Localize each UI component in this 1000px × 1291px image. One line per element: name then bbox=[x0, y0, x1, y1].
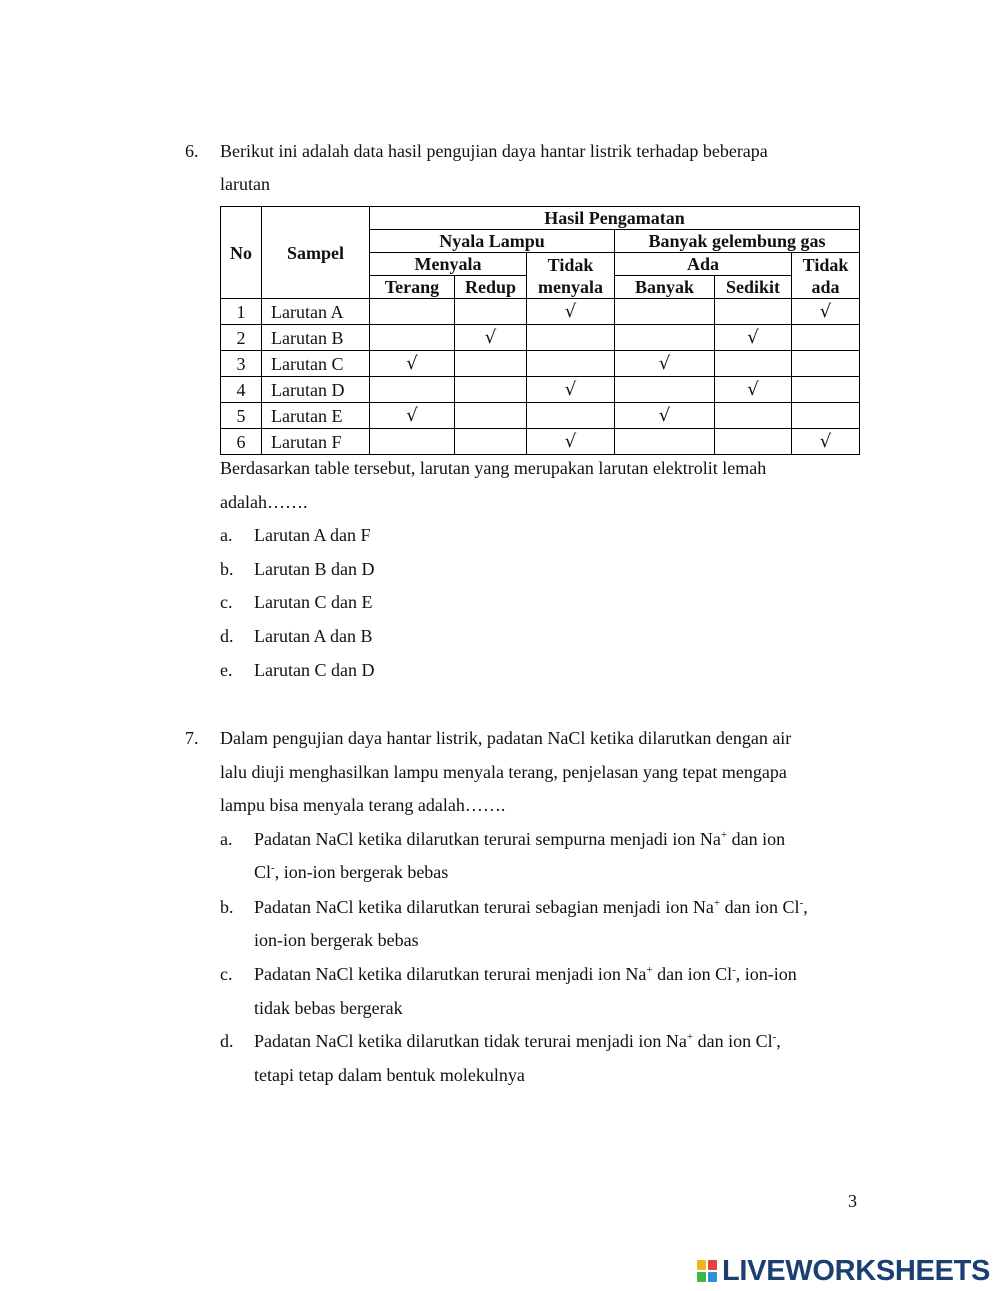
superscript-minus: - bbox=[732, 964, 736, 976]
option-7a-text-part: dan ion bbox=[727, 829, 786, 849]
empty-cell bbox=[715, 299, 792, 325]
row-number: 1 bbox=[221, 299, 262, 325]
empty-cell bbox=[370, 377, 455, 403]
row-sample: Larutan F bbox=[262, 429, 370, 455]
option-7c-text-part: , ion-ion bbox=[735, 964, 797, 984]
header-no: No bbox=[221, 207, 262, 299]
empty-cell bbox=[455, 351, 527, 377]
option-7b-letter: b. bbox=[220, 897, 234, 917]
row-sample: Larutan B bbox=[262, 325, 370, 351]
option-7d-text[interactable] bbox=[254, 1030, 781, 1052]
question-7-text-line-2: lalu diuji menghasilkan lampu menyala terang, penjelasan yang tepat mengapa bbox=[220, 762, 787, 782]
superscript-plus: + bbox=[646, 964, 653, 976]
empty-cell bbox=[615, 299, 715, 325]
option-7b-text-part: dan ion Cl bbox=[720, 897, 800, 917]
option-7a-text-part: Padatan NaCl ketika dilarutkan terurai sempurna menjadi ion Na bbox=[254, 829, 721, 849]
empty-cell bbox=[715, 351, 792, 377]
check-mark-cell: √ bbox=[715, 325, 792, 351]
header-menyala: Menyala bbox=[370, 253, 527, 276]
empty-cell bbox=[792, 403, 860, 429]
table-row bbox=[221, 377, 860, 403]
header-tidak-ada-line-1: Tidak bbox=[802, 254, 849, 275]
row-number: 5 bbox=[221, 403, 262, 429]
row-sample: Larutan A bbox=[262, 299, 370, 325]
empty-cell bbox=[527, 403, 615, 429]
check-mark-cell: √ bbox=[715, 377, 792, 403]
header-tidak-ada-line-2: ada bbox=[811, 276, 840, 297]
check-mark-cell: √ bbox=[792, 429, 860, 455]
option-6a-text[interactable]: Larutan A dan F bbox=[254, 525, 371, 545]
question-6-after-line-1: Berdasarkan table tersebut, larutan yang merupakan larutan elektrolit lemah bbox=[220, 458, 767, 478]
superscript-minus: - bbox=[799, 897, 804, 909]
header-banyak: Banyak bbox=[615, 276, 715, 299]
empty-cell bbox=[370, 325, 455, 351]
question-6-text-line-2: larutan bbox=[220, 174, 270, 194]
observation-table bbox=[220, 206, 860, 455]
liveworksheets-logo-icon bbox=[697, 1259, 719, 1283]
option-6b-letter: b. bbox=[220, 559, 234, 579]
check-mark-cell: √ bbox=[455, 325, 527, 351]
table-row bbox=[221, 429, 860, 455]
option-7c-text-part: dan ion Cl bbox=[652, 964, 733, 984]
check-mark-cell: √ bbox=[615, 403, 715, 429]
header-redup: Redup bbox=[455, 276, 527, 299]
table-body bbox=[221, 299, 860, 455]
table-row bbox=[221, 299, 860, 325]
option-7d-letter: d. bbox=[220, 1031, 234, 1051]
empty-cell bbox=[455, 403, 527, 429]
question-7-text-line-1: Dalam pengujian daya hantar listrik, padatan NaCl ketika dilarutkan dengan air bbox=[220, 728, 792, 748]
option-6c-text[interactable]: Larutan C dan E bbox=[254, 592, 373, 612]
superscript-minus: - bbox=[772, 1031, 777, 1043]
option-7d-text-part: Padatan NaCl ketika dilarutkan tidak terurai menjadi ion Na bbox=[254, 1031, 687, 1051]
row-sample: Larutan D bbox=[262, 377, 370, 403]
option-6c-letter: c. bbox=[220, 592, 233, 612]
option-6e-text[interactable]: Larutan C dan D bbox=[254, 660, 375, 680]
option-7a-text-part: Cl bbox=[254, 862, 272, 882]
empty-cell bbox=[527, 351, 615, 377]
header-nyala-lampu: Nyala Lampu bbox=[370, 230, 615, 253]
empty-cell bbox=[370, 299, 455, 325]
row-sample: Larutan E bbox=[262, 403, 370, 429]
option-7a-letter: a. bbox=[220, 829, 233, 849]
header-sampel: Sampel bbox=[262, 207, 370, 299]
superscript-minus: - bbox=[271, 862, 275, 874]
empty-cell bbox=[455, 429, 527, 455]
header-tidak-menyala-line-2: menyala bbox=[538, 276, 603, 297]
empty-cell bbox=[615, 429, 715, 455]
option-7b-text-part: , bbox=[803, 897, 808, 917]
option-7c-letter: c. bbox=[220, 964, 233, 984]
empty-cell bbox=[792, 377, 860, 403]
empty-cell bbox=[527, 325, 615, 351]
check-mark-cell: √ bbox=[370, 403, 455, 429]
header-tidak-ada bbox=[792, 253, 860, 299]
header-ada: Ada bbox=[615, 253, 792, 276]
header-hasil-pengamatan: Hasil Pengamatan bbox=[370, 207, 860, 230]
check-mark-cell: √ bbox=[370, 351, 455, 377]
empty-cell bbox=[455, 377, 527, 403]
option-6e-letter: e. bbox=[220, 660, 233, 680]
empty-cell bbox=[792, 325, 860, 351]
question-7-number: 7. bbox=[185, 728, 199, 748]
row-number: 2 bbox=[221, 325, 262, 351]
empty-cell bbox=[715, 403, 792, 429]
superscript-plus: + bbox=[713, 897, 721, 909]
check-mark-cell: √ bbox=[792, 299, 860, 325]
superscript-plus: + bbox=[686, 1031, 694, 1043]
empty-cell bbox=[615, 325, 715, 351]
question-6-after-line-2: adalah……. bbox=[220, 492, 308, 512]
row-number: 4 bbox=[221, 377, 262, 403]
liveworksheets-logo[interactable] bbox=[697, 1255, 990, 1287]
option-7c-text-part: Padatan NaCl ketika dilarutkan terurai menjadi ion Na bbox=[254, 964, 647, 984]
check-mark-cell: √ bbox=[615, 351, 715, 377]
header-sedikit: Sedikit bbox=[715, 276, 792, 299]
empty-cell bbox=[615, 377, 715, 403]
option-7a-text[interactable] bbox=[254, 828, 785, 850]
question-6-number: 6. bbox=[185, 141, 199, 161]
option-7b-text[interactable] bbox=[254, 896, 808, 918]
superscript-plus: + bbox=[720, 829, 728, 841]
option-7b-text-part: Padatan NaCl ketika dilarutkan terurai sebagian menjadi ion Na bbox=[254, 897, 714, 917]
option-7a-text-part: , ion-ion bergerak bebas bbox=[274, 862, 449, 882]
option-7a-text-line-2[interactable] bbox=[254, 861, 448, 883]
empty-cell bbox=[370, 429, 455, 455]
table-row bbox=[221, 351, 860, 377]
liveworksheets-logo-text: LIVEWORKSHEETS bbox=[722, 1254, 991, 1287]
option-6a-letter: a. bbox=[220, 525, 233, 545]
option-7d-text-part: , bbox=[776, 1031, 781, 1051]
empty-cell bbox=[792, 351, 860, 377]
empty-cell bbox=[455, 299, 527, 325]
table-row bbox=[221, 403, 860, 429]
table-row bbox=[221, 325, 860, 351]
check-mark-cell: √ bbox=[527, 299, 615, 325]
empty-cell bbox=[715, 429, 792, 455]
option-6b-text[interactable]: Larutan B dan D bbox=[254, 559, 375, 579]
option-7b-text-line-2[interactable]: ion-ion bergerak bebas bbox=[254, 930, 419, 950]
option-7c-text-line-2[interactable]: tidak bebas bergerak bbox=[254, 998, 403, 1018]
option-7d-text-line-2[interactable]: tetapi tetap dalam bentuk molekulnya bbox=[254, 1065, 525, 1085]
option-6d-text[interactable]: Larutan A dan B bbox=[254, 626, 373, 646]
option-7d-text-part: dan ion Cl bbox=[693, 1031, 773, 1051]
question-6-text-line-1: Berikut ini adalah data hasil pengujian daya hantar listrik terhadap beberapa bbox=[220, 141, 768, 161]
option-6d-letter: d. bbox=[220, 626, 234, 646]
row-sample: Larutan C bbox=[262, 351, 370, 377]
row-number: 3 bbox=[221, 351, 262, 377]
header-terang: Terang bbox=[370, 276, 455, 299]
page-number: 3 bbox=[848, 1191, 857, 1211]
check-mark-cell: √ bbox=[527, 377, 615, 403]
check-mark-cell: √ bbox=[527, 429, 615, 455]
header-tidak-menyala bbox=[527, 253, 615, 299]
header-gelembung-gas: Banyak gelembung gas bbox=[615, 230, 860, 253]
header-tidak-menyala-line-1: Tidak bbox=[547, 254, 594, 275]
row-number: 6 bbox=[221, 429, 262, 455]
option-7c-text[interactable] bbox=[254, 963, 797, 985]
question-7-text-line-3: lampu bisa menyala terang adalah……. bbox=[220, 795, 506, 815]
